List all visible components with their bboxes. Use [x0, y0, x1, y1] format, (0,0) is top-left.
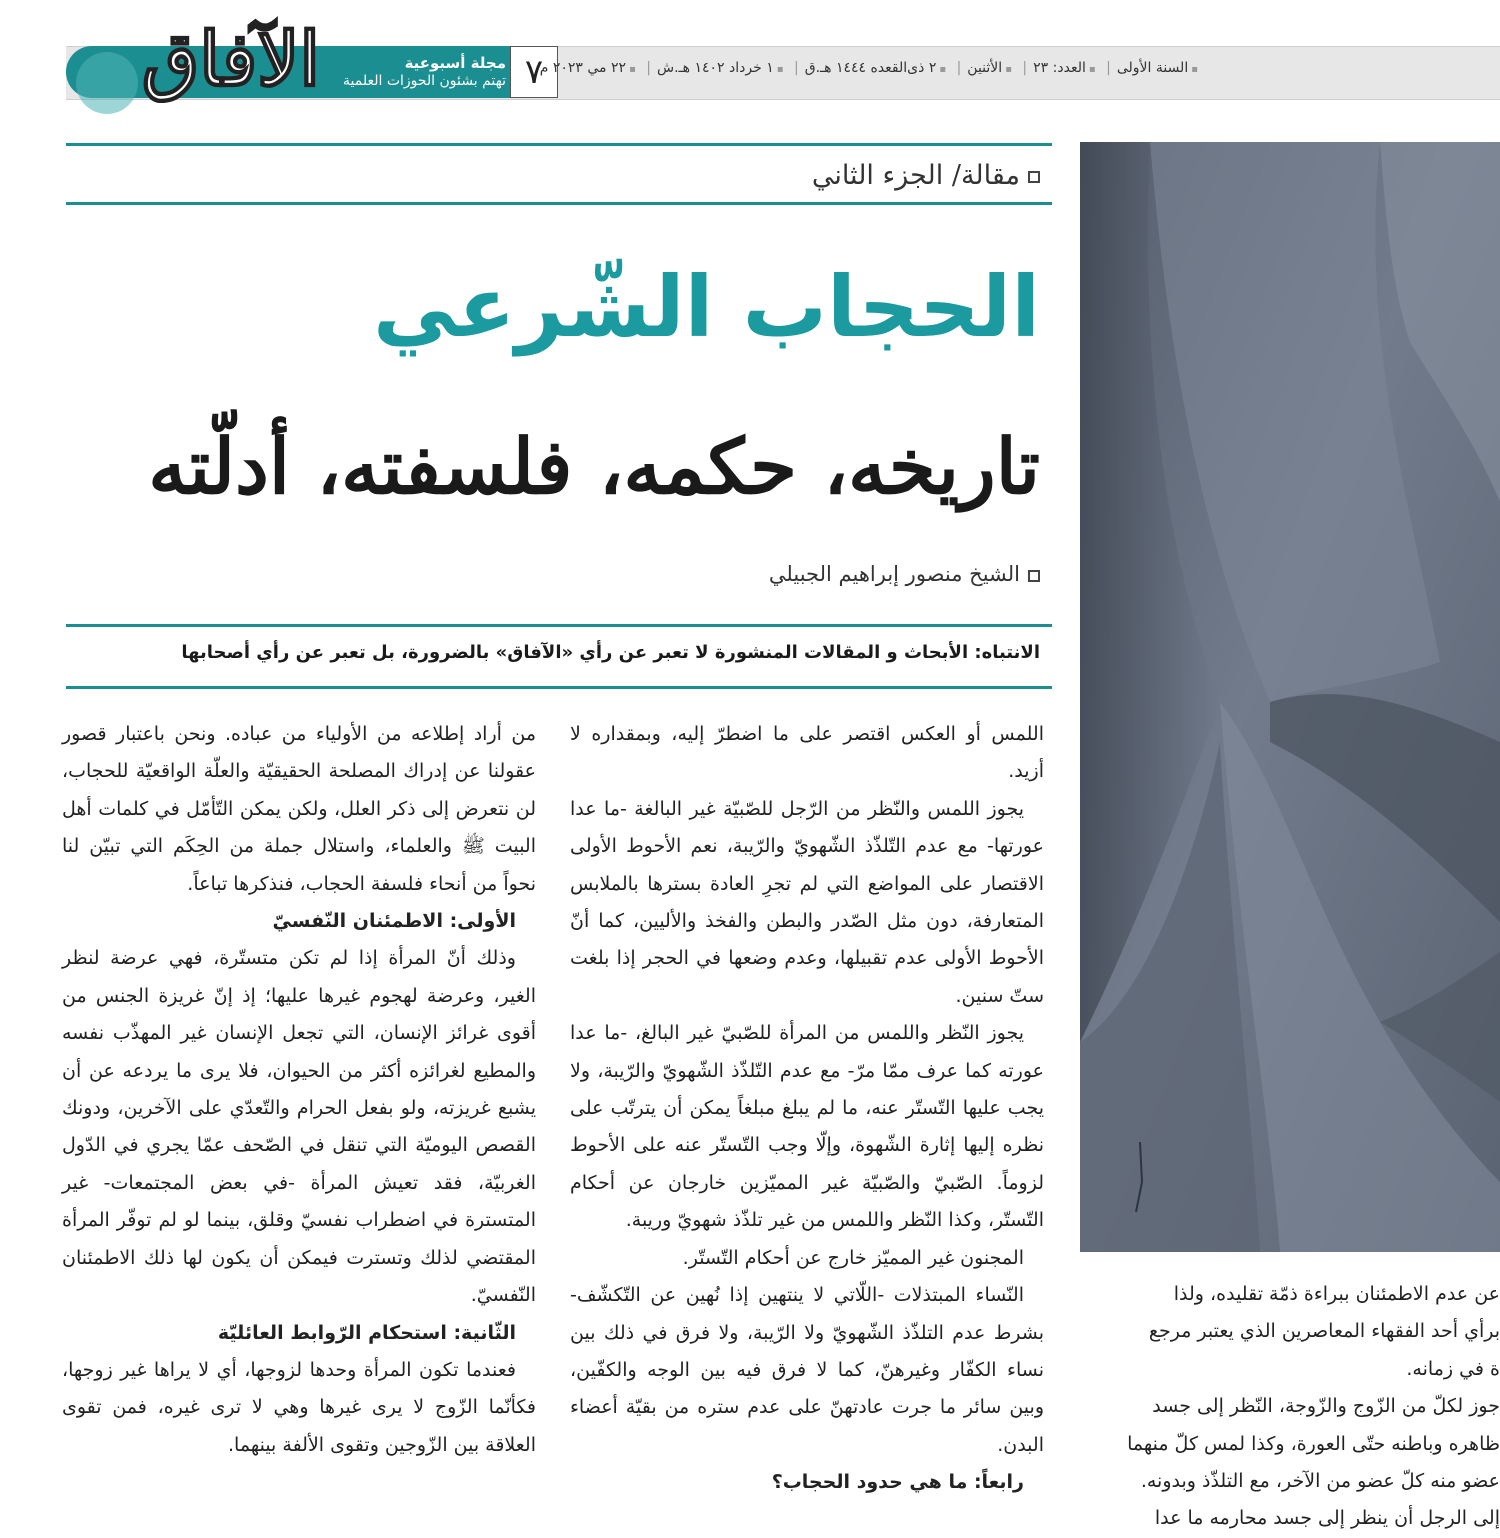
square-bullet-icon: [1028, 570, 1040, 582]
paragraph: المجنون غير المميّز خارج عن أحكام التّستّر.: [682, 1246, 1024, 1269]
article-column-right: [570, 716, 1044, 1502]
text-line: ة في زمانه.: [1406, 1357, 1500, 1380]
magazine-logo: الآفاق: [141, 17, 320, 103]
paragraph: من أراد إطلاعه من الأولياء من عباده. ونحن باعتبار قصور عقولنا عن إدراك المصلحة الحقيقيّة والعلّة الواقعيّة للحجاب، لن نتعرض إلى ذكر العلل، ولكن يمكن التّأمّل في كلمات أهل البيت ﷺ والعلماء، واستلال جملة من الحِكَم التي تبيّن لنا نحواً من أنحاء فلسفة الحجاب، فنذكرها تباعاً.: [62, 723, 536, 895]
text-line: عن عدم الاطمئنان ببراءة ذمّة تقليده، ولذا: [1173, 1283, 1500, 1305]
logo-tagline-2: تهتم بشئون الحوزات العلمية: [343, 73, 506, 89]
editorial-notice: الانتباه: الأبحاث و المقالات المنشورة لا تعبر عن رأي «الآفاق» بالضرورة، بل تعبر عن رأي أصحابها: [181, 642, 1040, 663]
subheading-second: الثّانية: استحكام الرّوابط العائليّة: [217, 1321, 516, 1344]
text-line: جوز لكلّ من الزّوج والزّوجة، النّظر إلى جسد: [1152, 1395, 1500, 1418]
logo-tagline-1: مجلة أسبوعية: [404, 54, 506, 72]
issue-date-shamsi: ١ خرداد ١٤٠٢ هـ.ش: [657, 60, 774, 76]
article-title: الحجاب الشّرعي: [372, 258, 1040, 356]
fabric-image: [1080, 142, 1500, 1252]
subheading-first: الأولى: الاطمئنان النّفسيّ: [272, 910, 516, 933]
hijab-fabric-photo: [1080, 142, 1500, 1252]
paragraph: وذلك أنّ المرأة إذا لم تكن متستّرة، فهي عرضة لنظر الغير، وعرضة لهجوم غيرها عليها؛ إذ إنّ غريزة الجنس من أقوى غرائز الإنسان، التي تجعل الإنسان غير المهذّب نفسه والمطيع لغرائزه أكثر من الحيوان، فلا يرى ما يردعه عن أن يشبع غريزته، ولو بفعل الحرام والتّعدّي على الآخرين، ودونك القصص اليوميّة التي تنقل في الصّحف عمّا يجري في الدّول الغربيّة، فقد تعيش المرأة -في بعض المجتمعات- غير المتسترة في اضطراب نفسيّ وقلق، بينما لو لم توفّر المرأة المقتضي لذلك وتسترت فيمكن أن يكون لها ذلك الاطمئنان النّفسيّ.: [62, 947, 536, 1307]
text-line: برأي أحد الفقهاء المعاصرين الذي يعتبر مرجع: [1148, 1320, 1500, 1343]
square-bullet-icon: [1028, 171, 1040, 183]
issue-day: الأثنين: [967, 60, 1003, 76]
article-subtitle: تاريخه، حكمه، فلسفته، أدلّته: [148, 422, 1040, 511]
article-column-left: [62, 716, 536, 1464]
issue-info: ▪السنة الأولى| ▪العدد: ٢٣| ▪الأثنين| ▪٢ ذى‌القعده ١٤٤٤ هـ.ق| ▪١ خرداد ١٤٠٢ هـ.ش| ▪٢٢ مي ٢٠٢٣ م: [539, 60, 1198, 76]
text-line: إلى الرجل أن ينظر إلى جسد محارمه ما عدا: [1154, 1507, 1500, 1530]
paragraph: اللمس أو العكس اقتصر على ما اضطرّ إليه، وبمقداره لا أزيد.: [570, 723, 1044, 783]
rule-above-notice: [66, 624, 1052, 627]
globe-icon: [76, 52, 138, 114]
page-number: ٧: [510, 46, 558, 98]
issue-year: السنة الأولى: [1116, 60, 1189, 76]
section-label: مقالة/ الجزء الثاني: [66, 160, 1040, 191]
paragraph: يجوز اللمس والنّظر من الرّجل للصّبيّة غير البالغة -ما عدا عورتها- مع عدم التّلذّذ الشّهويّ والرّيبة، نعم الأحوط الأولى الاقتصار على المواضع التي لم تجرِ العادة بسترها بالملابس المتعارفة، دون مثل الصّدر والبطن والفخذ والأليين، كما أنّ الأحوط الأولى عدم تقبيلها، وعدم وضعها في الحجر إذا بلغت ستّ سنين.: [570, 797, 1044, 1007]
paragraph: يجوز النّظر واللمس من المرأة للصّبيّ غير البالغ، -ما عدا عورته كما عرف ممّا مرّ- مع عدم التّلذّذ الشّهويّ والرّيبة، ولا يجب عليها التّستّر عنه، ما لم يبلغ مبلغاً يمكن أن يترتّب على نظره إليها إثارة الشّهوة، وإلّا وجب التّستّر عنه على الأحوط لزوماً. الصّبيّ والصّبيّة غير المميّزين خارجان عن أحكام التّستّر، وكذا النّظر واللمس من غير تلذّذ شهويّ وريبة.: [570, 1022, 1044, 1232]
rule-below-notice: [66, 686, 1052, 689]
author-byline: الشيخ منصور إبراهيم الجبيلي: [66, 562, 1040, 586]
text-line: عضو منه كلّ عضو من الآخر، مع التلذّذ وبدونه.: [1140, 1470, 1500, 1493]
text-line: ظاهره وباطنه حتّى العورة، وكذا لمس كلّ منهما: [1127, 1432, 1500, 1455]
paragraph: فعندما تكون المرأة وحدها لزوجها، أي لا يراها غير زوجها، فكأنّما الزّوج لا يرى غيرها وهي لا ترى غيره، فمن تقوى العلاقة بين الزّوجين وتقوى الألفة بينهما.: [62, 1358, 536, 1456]
article-column-far-right: [1080, 1276, 1500, 1538]
paragraph: النّساء المبتذلات -اللّاتي لا ينتهين إذا نُهين عن التّكشّف- بشرط عدم التلذّذ الشّهويّ ولا الرّيبة، ولا فرق في ذلك بين نساء الكفّار وغيرهنّ، كما لا فرق فيه بين الوجه والكفّين، وبين سائر ما جرت عادتهنّ على عدم ستره من بقيّة أعضاء البدن.: [570, 1284, 1044, 1456]
subheading: رابعاً: ما هي حدود الحجاب؟: [771, 1471, 1024, 1494]
rule-under-section: [66, 202, 1052, 205]
issue-date-gregorian: ٢٢ مي ٢٠٢٣ م: [539, 60, 627, 76]
issue-number: العدد: ٢٣: [1033, 60, 1086, 76]
rule-top: [66, 143, 1052, 146]
issue-date-hijri: ٢ ذى‌القعده ١٤٤٤ هـ.ق: [804, 60, 937, 76]
